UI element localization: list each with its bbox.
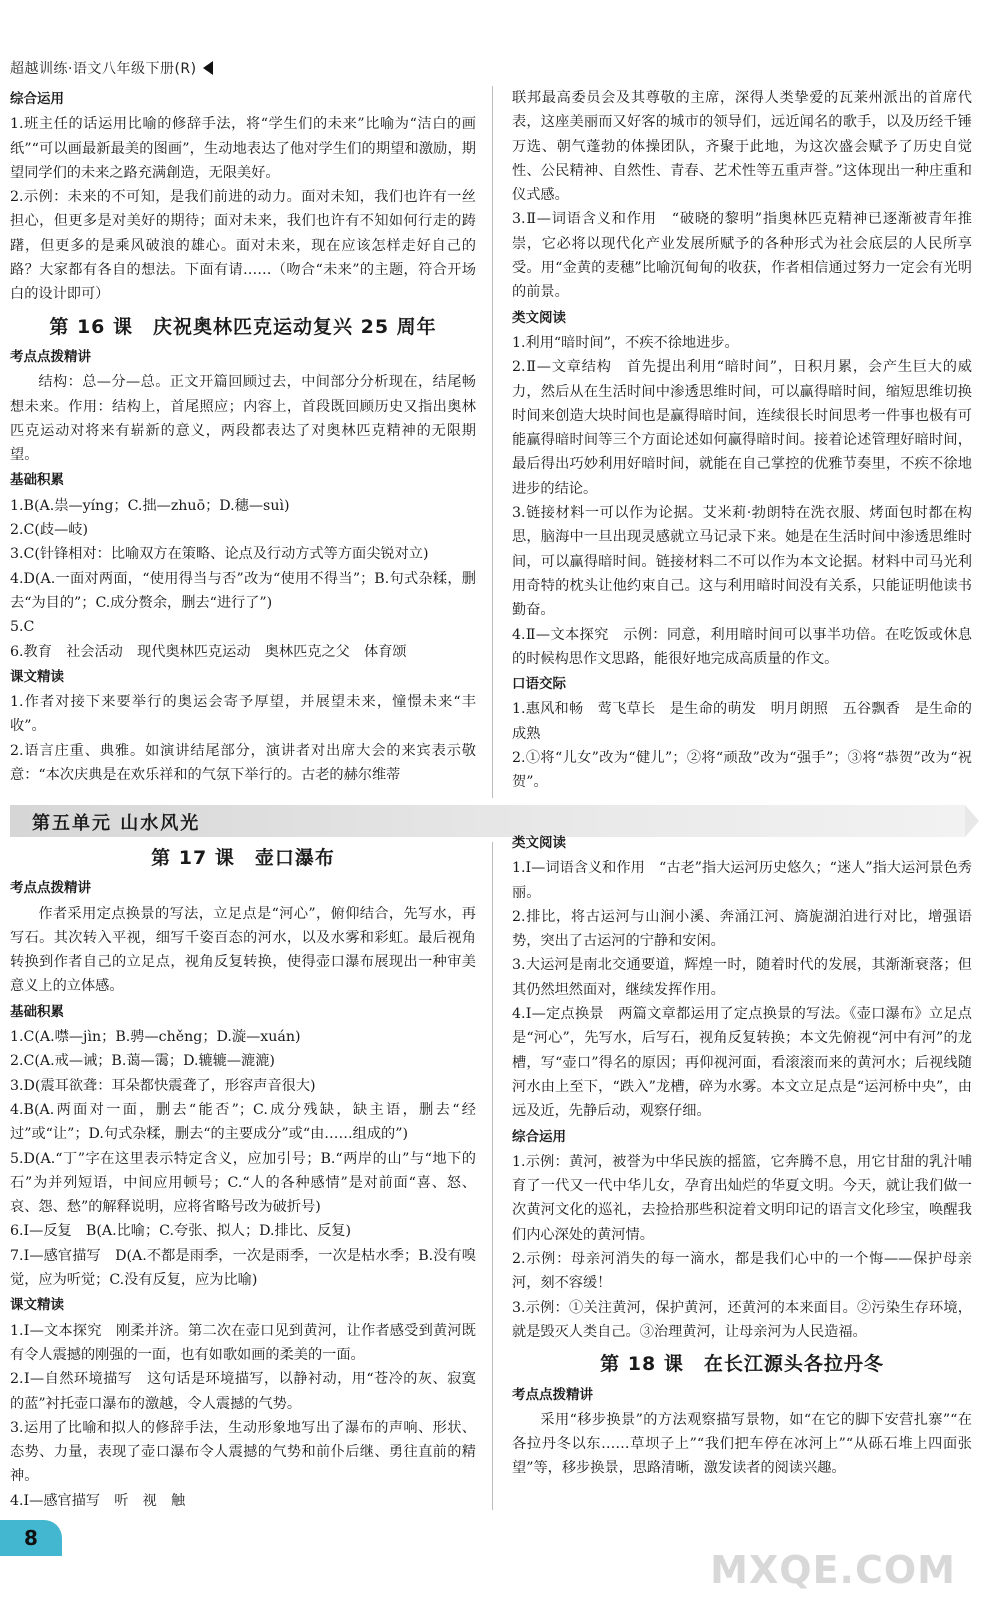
section-heading: 综合运用 bbox=[10, 91, 64, 107]
answer-item: 4.D(A.一面对两面，“使用得当与否”改为“使用不得当”；B.句式杂糅，删去“为目的”；C.成分赘余，删去“进行了”) bbox=[10, 570, 476, 611]
left-bottom-column bbox=[10, 838, 476, 1513]
paragraph: 采用“移步换景”的方法观察描写景物，如“在它的脚下安营扎寨”“在各拉丹冬以东……草坝子上”“我们把车停在冰河上”“从砾石堆上四面张望”等，移步换景，思路清晰，激发读者的阅读兴趣。 bbox=[512, 1411, 972, 1477]
column-divider-top bbox=[492, 86, 493, 798]
unit-title: 第五单元 山水风光 bbox=[32, 813, 201, 834]
answer-item: 2.排比，将古运河与山涧小溪、奔涌江河、旖旎湖泊进行对比，增强语势，突出了古运河的宁静和安闲。 bbox=[512, 908, 972, 950]
answer-item: 4.Ⅱ—文本探究 示例：同意，利用暗时间可以事半功倍。在吃饭或休息的时候构思作文思路，能很好地完成高质量的作文。 bbox=[512, 626, 972, 667]
answer-item: 2.语言庄重、典雅。如演讲结尾部分，演讲者对出席大会的来宾表示敬意：“本次庆典是在欢乐祥和的气氛下举行的。古老的赫尔维蒂 bbox=[10, 742, 476, 784]
answer-item: 2.示例：母亲河消失的每一滴水，都是我们心中的一个悔——保护母亲河，刻不容缓！ bbox=[512, 1251, 972, 1292]
answer-item: 2.C(A.戒—诫；B.蔼—霭；D.辘辘—漉漉) bbox=[10, 1053, 275, 1070]
section-heading: 课文精读 bbox=[10, 668, 64, 685]
answer-item: 3.运用了比喻和拟人的修辞手法，生动形象地写出了瀑布的声响、形状、态势、力量，表现了壶口瀑布令人震撼的气势和前仆后继、勇往直前的精神。 bbox=[10, 1419, 476, 1485]
answer-item: 2.①将“儿女”改为“健儿”；②将“顽敌”改为“强手”；③将“恭贺”改为“祝贺”。 bbox=[512, 750, 972, 791]
answer-item: 3.D(震耳欲聋：耳朵都快震聋了，形容声音很大) bbox=[10, 1077, 316, 1094]
page-header: 超越训练·语文八年级下册(R) bbox=[10, 58, 213, 78]
answer-item: 6.Ⅰ—反复 B(A.比喻；C.夸张、拟人；D.排比、反复) bbox=[10, 1223, 352, 1240]
left-top-column bbox=[10, 86, 476, 787]
answer-item: 1.B(A.祟—yíng；C.拙—zhuō；D.穗—suì) bbox=[10, 497, 290, 514]
answer-item: 联邦最高委员会及其尊敬的主席，深得人类挚爱的瓦莱州派出的首席代表，这座美丽而又好客的城市的领导们，远近闻名的歌手，以及历经千锤万选、朝气蓬勃的体操团队，齐聚于此地，为这次盛会赋予了历史自觉性、公民精神、自然性、青春、艺术性等五重声誉。”这体现出一种庄重和仪式感。 bbox=[512, 90, 972, 204]
answer-item: 3.C(针锋相对：比喻双方在策略、论点及行动方式等方面尖锐对立) bbox=[10, 546, 429, 563]
section-heading: 课文精读 bbox=[10, 1297, 64, 1314]
paragraph: 作者采用定点换景的写法，立足点是“河心”，俯仰结合，先写水，再写石。其次转入平视，细写千姿百态的河水，以及水雾和彩虹。最后视角转换到作者自己的立足点，视角反复转换，使得壶口瀑布展现出一种审美意义上的立体感。 bbox=[10, 905, 476, 995]
section-heading: 口语交际 bbox=[512, 676, 566, 693]
answer-item: 1.Ⅰ—文本探究 刚柔并济。第二次在壶口见到黄河，让作者感受到黄河既有令人震撼的刚强的一面，也有如歌如画的柔美的一面。 bbox=[10, 1322, 476, 1363]
answer-item: 1.班主任的话运用比喻的修辞手法，将“学生们的未来”比喻为“洁白的画纸”“可以画最新最美的图画”，生动地表达了他对学生们的期望和激励，期望同学们的未来之路充满創造，无限美好。 bbox=[10, 116, 476, 181]
lesson-title: 第 17 课 壶口瀑布 bbox=[151, 847, 335, 869]
answer-item: 1.C(A.噤—jìn；B.骋—chěng；D.漩—xuán) bbox=[10, 1029, 301, 1046]
page-number: 8 bbox=[0, 1520, 62, 1556]
lesson-title: 第 18 课 在长江源头各拉丹冬 bbox=[600, 1353, 884, 1376]
answer-item: 6.教育 社会活动 现代奥林匹克运动 奥林匹克之父 体育颂 bbox=[10, 643, 407, 660]
paragraph: 结构：总—分—总。正文开篇回顾过去，中间部分分析现在，结尾畅想未来。作用：结构上，首尾照应；内容上，首段既回顾历史又指出奥林匹克运动对将来有崭新的意义，两段都表达了对奥林匹克精神的无限期望。 bbox=[10, 374, 476, 464]
answer-item: 2.Ⅱ—文章结构 首先提出利用“暗时间”，日积月累，会产生巨大的威力，然后从在生活时间中渗透思维时间，可以赢得暗时间，缩短思维切换时间来创造大块时间也是赢得暗时间，连续很长时间思考一件事也极有可能赢得暗时间等三个方面论述如何赢得暗时间。接着论述管理好暗时间，最后得出巧妙利用好暗时间，就能在自己掌控的优雅节奏里，不疾不徐地进步的结论。 bbox=[512, 359, 972, 497]
answer-item: 5.C bbox=[10, 619, 35, 636]
triangle-marker-icon bbox=[203, 61, 213, 75]
answer-item: 3.示例：①关注黄河，保护黄河，还黄河的本来面目。②污染生存环境，就是毁灭人类自己。③治理黄河，让母亲河为人民造福。 bbox=[512, 1299, 972, 1340]
answer-item: 3.Ⅱ—词语含义和作用 “破晓的黎明”指奥林匹克精神已逐渐被青年推崇，它必将以现代化产业发展所赋予的各种形式为社会底层的人民所享受。用“金黄的麦穗”比喻沉甸甸的收获，作者相信通过努力一定会有光明的前景。 bbox=[512, 211, 972, 301]
answer-item: 1.作者对接下来要举行的奥运会寄予厚望，并展望未来，憧憬未来“丰收”。 bbox=[10, 694, 476, 735]
section-heading: 考点点拨精讲 bbox=[10, 880, 91, 897]
answer-item: 2.示例：未来的不可知，是我们前进的动力。面对未知，我们也许有一丝担心，但更多是对美好的期待；面对未来，我们也许有不知如何行走的踌躇，但更多的是乘风破浪的雄心。面对未来，现在应该怎样走好自己的路？大家都有各自的想法。下面有请……（吻合“未来”的主题，符合开场白的设计即可） bbox=[10, 189, 476, 303]
right-top-column bbox=[512, 86, 972, 795]
answer-item: 5.D(A.“丁”字在这里表示特定含义，应加引号；B.“两岸的山”与“地下的石”为并列短语，中间应用顿号；C.“人的各种感情”是对前面“喜、怒、哀、怨、愁”的解释说明，应将省略号改为破折号) bbox=[10, 1150, 476, 1216]
answer-item: 1.利用“暗时间”，不疾不徐地进步。 bbox=[512, 334, 739, 351]
right-bottom-column bbox=[512, 830, 972, 1481]
answer-item: 1.示例：黄河，被誉为中华民族的摇篮，它奔腾不息，用它甘甜的乳汁哺育了一代又一代中华儿女，孕育出灿烂的华夏文明。今天，就让我们做一次黄河文化的巡礼，去捡拾那些积淀着文明印记的语言文化珍宝，唤醒我们内心深处的黄河情。 bbox=[512, 1153, 972, 1243]
answer-item: 1.Ⅰ—词语含义和作用 “古老”指大运河历史悠久；“迷人”指大运河景色秀丽。 bbox=[512, 860, 972, 901]
watermark: MXQE.COM bbox=[710, 1548, 956, 1592]
section-heading: 基础积累 bbox=[10, 472, 64, 489]
answer-item: 4.Ⅰ—感官描写 听 视 触 bbox=[10, 1492, 186, 1509]
answer-item: 3.大运河是南北交通要道，辉煌一时，随着时代的发展，其渐渐衰落；但其仍然坦然面对，继续发挥作用。 bbox=[512, 957, 972, 998]
answer-item: 7.Ⅰ—感官描写 D(A.不都是雨季，一次是雨季，一次是枯水季；B.没有嗅觉，应为听觉；C.没有反复，应为比喻) bbox=[10, 1247, 476, 1289]
section-heading: 考点点拨精讲 bbox=[10, 348, 91, 365]
answer-item: 3.链接材料一可以作为论据。艾米莉·勃朗特在洗衣服、烤面包时都在构思，脑海中一旦出现灵感就立马记录下来。她是在生活时间中渗透思维时间，可以赢得暗时间。链接材料二不可以作为本文论据。材料中司马光利用奇特的枕头让他约束自己。这与利用暗时间没有关系，只能证明他读书勤奋。 bbox=[512, 505, 972, 619]
answer-item: 1.惠风和畅 莺飞草长 是生命的萌发 明月朗照 五谷飘香 是生命的成熟 bbox=[512, 701, 972, 742]
column-divider-bottom bbox=[492, 842, 493, 1510]
section-heading: 考点点拨精讲 bbox=[512, 1386, 593, 1403]
answer-item: 2.C(歧—岐) bbox=[10, 522, 89, 539]
section-heading: 类文阅读 bbox=[512, 309, 566, 326]
section-heading: 综合运用 bbox=[512, 1128, 566, 1145]
answer-item: 2.Ⅰ—自然环境描写 这句话是环境描写，以静衬动，用“苍冷的灰、寂寞的蓝”衬托壶口瀑布的激越，令人震撼的气势。 bbox=[10, 1371, 476, 1412]
answer-item: 4.B(A.两面对一面，删去“能否”；C.成分残缺，缺主语，删去“经过”或“让”；D.句式杂糅，删去“的主要成分”或“由……组成的”) bbox=[10, 1101, 476, 1143]
section-heading: 类文阅读 bbox=[512, 835, 566, 851]
answer-item: 4.Ⅰ—定点换景 两篇文章都运用了定点换景的写法。《壶口瀑布》立足点是“河心”，先写水，后写石，视角反复转换；本文先俯视“河中有河”的龙槽，写“壶口”得名的原因；再仰视河面，看滚滚而来的黄河水；后视线随河水由上至下，“跌入”龙槽，碎为水雾。本文立足点是“运河桥中央”，由远及近，先静后动，观察仔细。 bbox=[512, 1006, 972, 1120]
section-heading: 基础积累 bbox=[10, 1003, 64, 1020]
lesson-title: 第 16 课 庆祝奥林匹克运动复兴 25 周年 bbox=[49, 315, 437, 338]
